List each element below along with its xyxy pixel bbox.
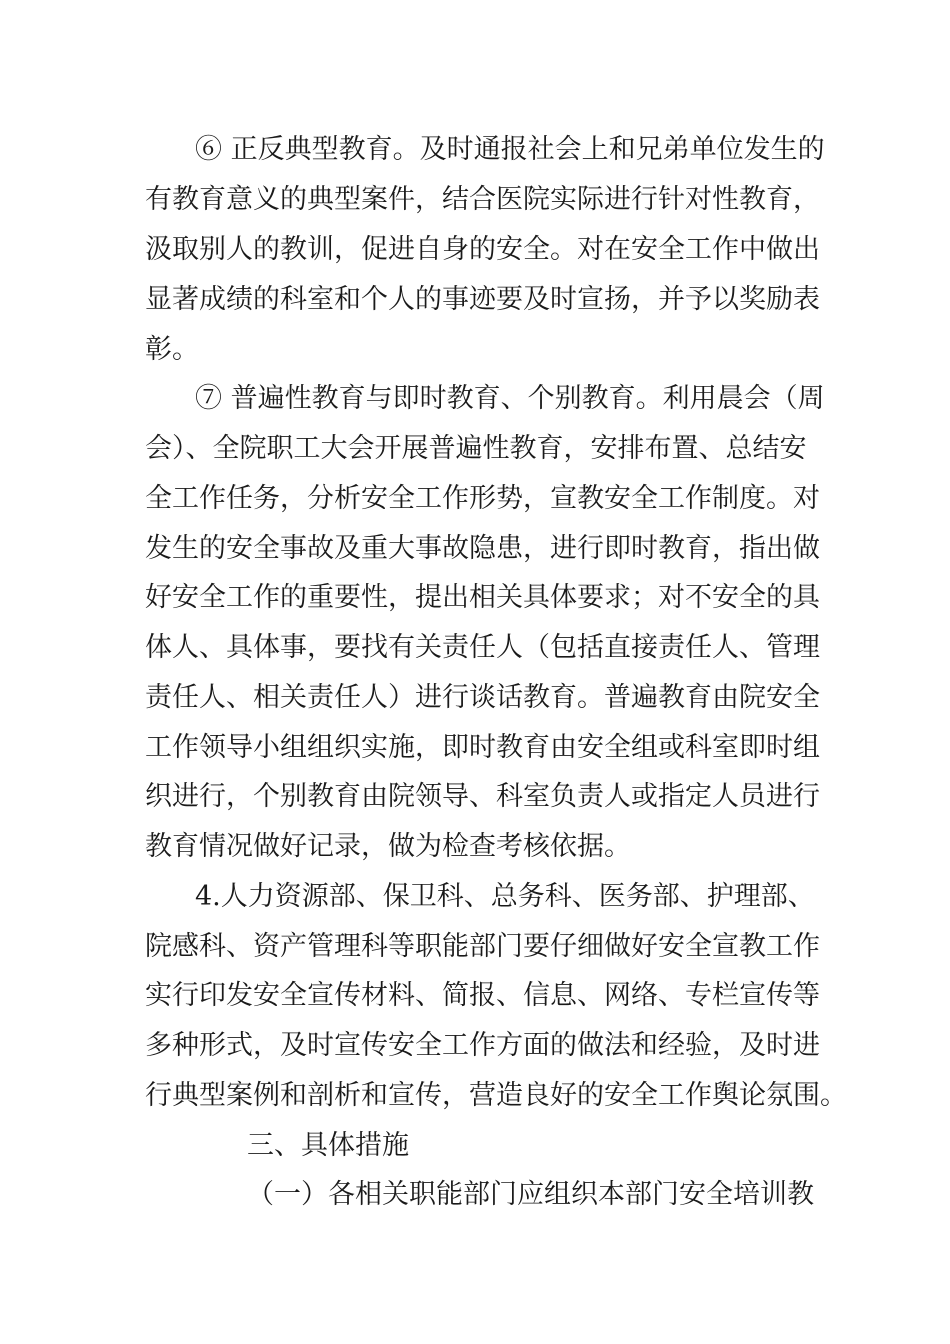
paragraph-7-line-2: 会）、全院职工大会开展普遍性教育，安排布置、总结安 xyxy=(145,433,807,464)
section-heading-3: 三、具体措施 xyxy=(247,1130,409,1161)
paragraph-4-line-1: 4.人力资源部、保卫科、总务科、医务部、护理部、 xyxy=(195,881,815,912)
paragraph-7-line-3: 全工作任务，分析安全工作形势，宣教安全工作制度。对 xyxy=(145,483,820,514)
paragraph-6-line-2: 有教育意义的典型案件，结合医院实际进行针对性教育， xyxy=(145,184,820,215)
paragraph-7-line-1: ⑦ 普遍性教育与即时教育、个别教育。利用晨会（周 xyxy=(195,383,825,414)
paragraph-7-line-5: 好安全工作的重要性，提出相关具体要求；对不安全的具 xyxy=(145,582,820,613)
paragraph-4-line-5: 行典型案例和剖析和宣传，营造良好的安全工作舆论氛围。 xyxy=(145,1080,847,1111)
paragraph-4-line-2: 院感科、资产管理科等职能部门要仔细做好安全宣教工作 xyxy=(145,931,820,962)
paragraph-4-line-3: 实行印发安全宣传材料、简报、信息、网络、专栏宣传等 xyxy=(145,980,820,1011)
paragraph-6-line-4: 显著成绩的科室和个人的事迹要及时宣扬，并予以奖励表 xyxy=(145,284,820,315)
paragraph-6-line-5: 彰。 xyxy=(145,334,199,365)
paragraph-7-line-8: 工作领导小组组织实施，即时教育由安全组或科室即时组 xyxy=(145,732,820,763)
paragraph-7-line-10: 教育情况做好记录，做为检查考核依据。 xyxy=(145,831,631,862)
paragraph-7-line-4: 发生的安全事故及重大事故隐患，进行即时教育，指出做 xyxy=(145,533,820,564)
paragraph-7-line-6: 体人、具体事，要找有关责任人（包括直接责任人、管理 xyxy=(145,632,820,663)
paragraph-7-line-7: 责任人、相关责任人）进行谈话教育。普遍教育由院安全 xyxy=(145,682,820,713)
subsection-1-line-1: （一）各相关职能部门应组织本部门安全培训教 xyxy=(247,1179,814,1210)
paragraph-7-line-9: 织进行，个别教育由院领导、科室负责人或指定人员进行 xyxy=(145,781,820,812)
paragraph-6-line-3: 汲取别人的教训，促进自身的安全。对在安全工作中做出 xyxy=(145,234,820,265)
paragraph-4-line-4: 多种形式，及时宣传安全工作方面的做法和经验，及时进 xyxy=(145,1030,820,1061)
paragraph-6-line-1: ⑥ 正反典型教育。及时通报社会上和兄弟单位发生的 xyxy=(195,134,825,165)
